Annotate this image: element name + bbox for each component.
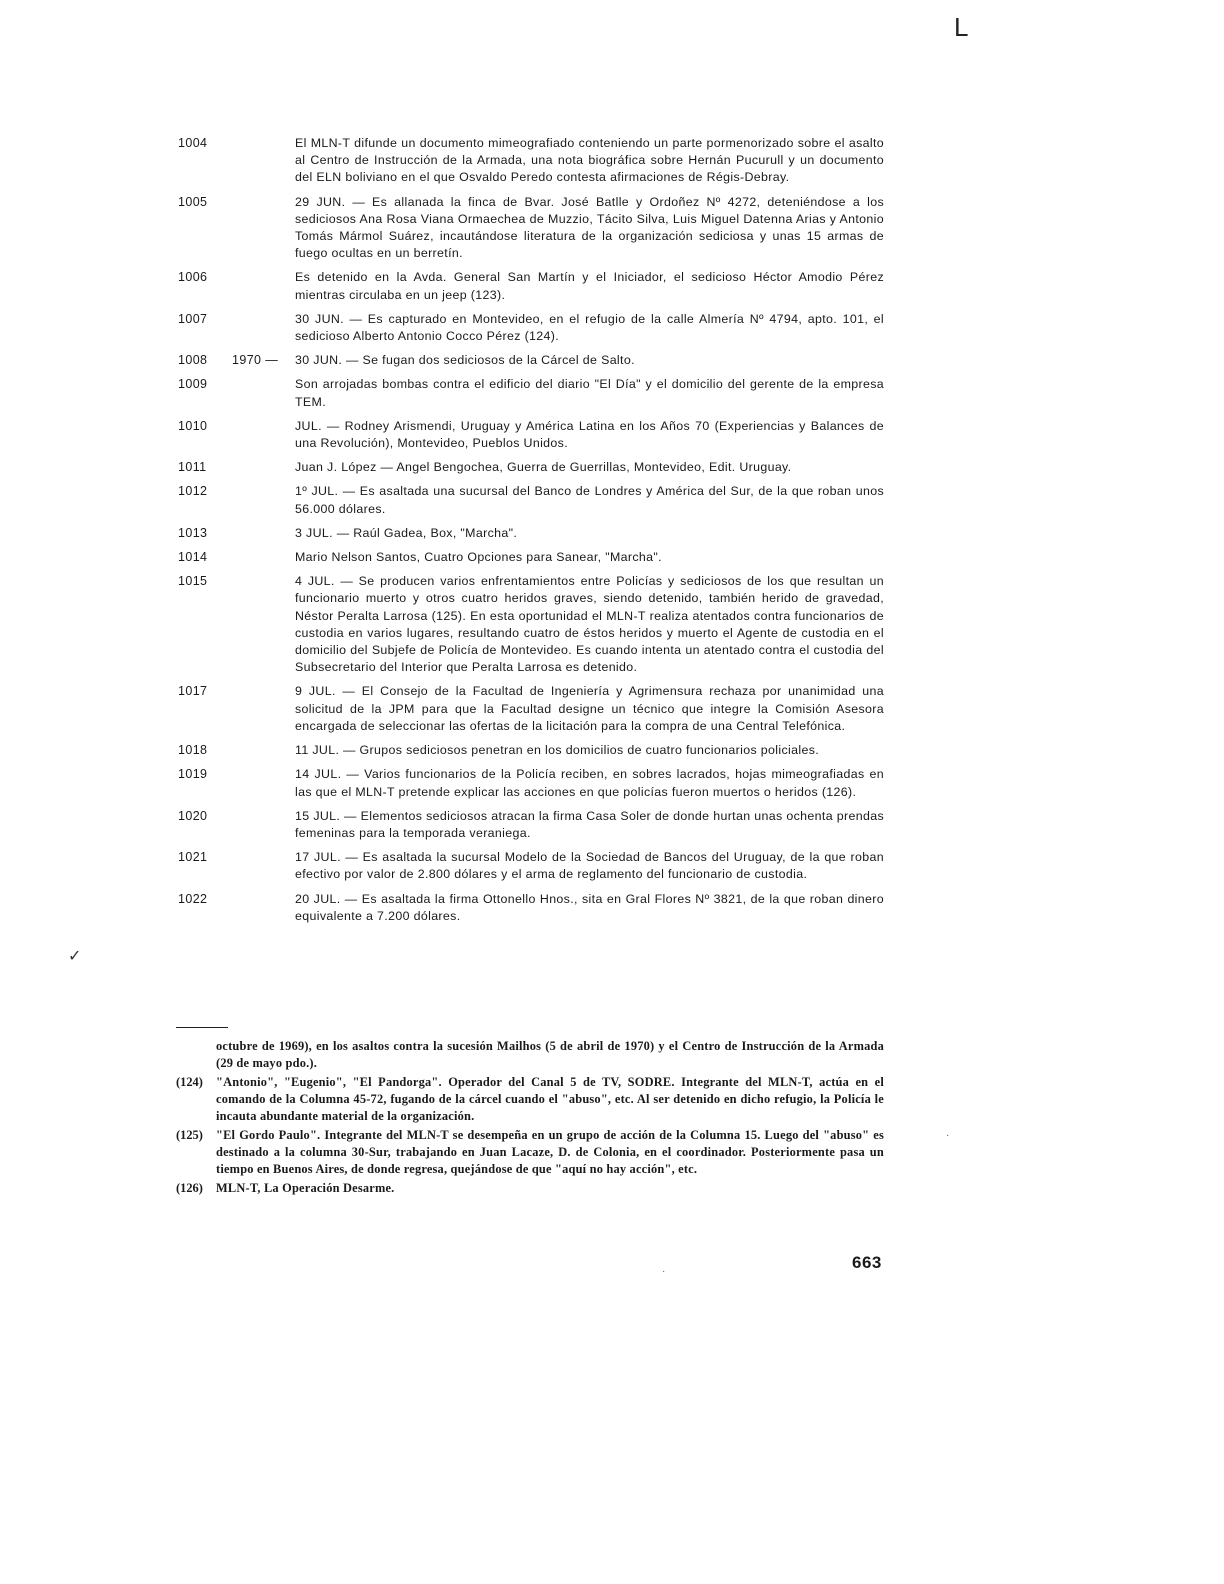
entry — [0, 418, 1224, 452]
stray-ink-mark: ✓ — [68, 948, 82, 965]
page-number: 663 — [852, 1253, 882, 1272]
entry-number: 1017 — [178, 684, 208, 699]
handwritten-corner-mark: L — [954, 12, 969, 42]
footnote-mark: (124) — [176, 1075, 203, 1089]
entry — [0, 483, 1224, 517]
entry-text: El MLN-T difunde un documento mimeografiado conteniendo un parte pormenorizado sobre el asalto al Centro de Instrucción de la Armada, una nota biográfica sobre Hernán Pucurull y un documento del ELN boliviano en el que Osvaldo Peredo contesta afirmaciones de Régis-Debray. — [295, 136, 884, 185]
footnote — [176, 1038, 884, 1072]
entry — [0, 311, 1224, 345]
entry-text: Mario Nelson Santos, Cuatro Opciones para Sanear, "Marcha". — [295, 550, 662, 565]
entry-text: Es detenido en la Avda. General San Martín y el Iniciador, el sedicioso Héctor Amodio Pérez mientras circulaba en un jeep (123). — [295, 270, 884, 302]
entry — [0, 742, 1224, 759]
footnotes — [176, 1038, 884, 1199]
entry-year: 1970 — — [232, 353, 279, 368]
entry — [0, 194, 1224, 263]
entry-text: 9 JUL. — El Consejo de la Facultad de Ingeniería y Agrimensura rechaza por unanimidad una solicitud de la JPM para que la Facultad designe un técnico que integre la Comisión Asesora encargada de seleccionar las ofertas de la licitación para la compra de una Central Telefónica. — [295, 684, 884, 733]
entry-number: 1019 — [178, 767, 208, 782]
entry-number: 1018 — [178, 743, 208, 758]
entry-text: 30 JUN. — Es capturado en Montevideo, en el refugio de la calle Almería Nº 4794, apto. 101, el sedicioso Alberto Antonio Cocco Pérez (124). — [295, 311, 884, 344]
entry-text: JUL. — Rodney Arismendi, Uruguay y América Latina en los Años 70 (Experiencias y Balances de una Revolución), Montevideo, Pueblos Unidos. — [295, 418, 884, 451]
entry-text: 30 JUN. — Se fugan dos sediciosos de la Cárcel de Salto. — [295, 353, 635, 368]
entry — [0, 808, 1224, 842]
entry — [0, 849, 1224, 883]
entry — [0, 525, 1224, 542]
footnote-text: "Antonio", "Eugenio", "El Pandorga". Operador del Canal 5 de TV, SODRE. Integrante del MLN-T, actúa en el comando de la Columna 45-72, fugando de la cárcel cuando el "abuso", etc. Al ser detenido en dicho refugio, la Policía le incauta abundante material de la organización. — [216, 1075, 884, 1123]
entry — [0, 459, 1224, 476]
entry — [0, 135, 1224, 187]
footnote — [176, 1074, 884, 1125]
entry-number: 1015 — [178, 574, 208, 589]
entry-text: Juan J. López — Angel Bengochea, Guerra de Guerrillas, Montevideo, Edit. Uruguay. — [295, 460, 792, 475]
entry-number: 1009 — [178, 377, 208, 392]
entry-text: 3 JUL. — Raúl Gadea, Box, "Marcha". — [295, 525, 518, 540]
entry — [0, 891, 1224, 925]
entry-number: 1010 — [178, 418, 208, 433]
entry — [0, 573, 1224, 676]
entry-number: 1005 — [178, 194, 208, 209]
entry-number: 1021 — [178, 850, 208, 865]
entry — [0, 376, 1224, 410]
entry-number: 1004 — [178, 136, 208, 150]
chronology-entries — [0, 135, 1224, 932]
footnote-mark: (126) — [176, 1181, 203, 1195]
entry-text: 4 JUL. — Se producen varios enfrentamientos entre Policías y sediciosos de los que resultan un funcionario muerto y otros cuatro heridos graves, siendo detenido, también herido de gravedad, Néstor Peralta Larrosa (125). En esta oportunidad el MLN-T realiza atentados contra funcionarios de custodia en varios lugares, resultando cuatro de éstos heridos y muerto el Agente de custodia en el domicilio del Subjefe de Policía de Montevideo. Es cuando intenta un atentado contra el custodia del Subsecretario del Interior que Peralta Larrosa es detenido. — [295, 574, 884, 675]
footnote-mark: (125) — [176, 1128, 203, 1142]
entry — [0, 683, 1224, 735]
entry-number: 1014 — [178, 550, 208, 565]
footnote-text: octubre de 1969), en los asaltos contra la sucesión Mailhos (5 de abril de 1970) y el Centro de Instrucción de la Armada (29 de mayo pdo.). — [216, 1039, 884, 1070]
entry-number: 1011 — [178, 460, 207, 475]
footnote — [176, 1127, 884, 1178]
entry-number: 1012 — [178, 484, 208, 499]
entry — [0, 269, 1224, 303]
entry — [0, 352, 1224, 369]
footnote-text: MLN-T, La Operación Desarme. — [216, 1181, 395, 1195]
entry-text: 11 JUL. — Grupos sediciosos penetran en los domicilios de cuatro funcionarios policiales. — [295, 743, 820, 758]
entry-number: 1007 — [178, 311, 208, 326]
entry-text: 14 JUL. — Varios funcionarios de la Policía reciben, en sobres lacrados, hojas mimeografiadas en las que el MLN-T pretende explicar las acciones en que policías fueron muertos o heridos (126). — [295, 767, 884, 799]
entry-text: 1º JUL. — Es asaltada una sucursal del Banco de Londres y América del Sur, de la que roban unos 56.000 dólares. — [295, 484, 884, 516]
entry-text: 17 JUL. — Es asaltada la sucursal Modelo de la Sociedad de Bancos del Uruguay, de la que roban efectivo por valor de 2.800 dólares y el arma de reglamento del funcionario de custodia. — [295, 850, 884, 882]
entry-number: 1008 — [178, 353, 208, 368]
entry — [0, 766, 1224, 800]
footnote-divider — [176, 1027, 228, 1028]
entry — [0, 549, 1224, 566]
stray-dot: · — [946, 1130, 950, 1141]
entry-text: 15 JUL. — Elementos sediciosos atracan la firma Casa Soler de donde hurtan unas ochenta prendas femeninas para la temporada veraniega. — [295, 808, 884, 840]
entry-number: 1013 — [178, 525, 208, 540]
entry-text: Son arrojadas bombas contra el edificio del diario "El Día" y el domicilio del gerente de la empresa TEM. — [295, 377, 884, 409]
stray-dot: · — [662, 1266, 666, 1277]
footnote-text: "El Gordo Paulo". Integrante del MLN-T se desempeña en un grupo de acción de la Columna 15. Luego del "abuso" es destinado a la columna 30-Sur, trabajando en Juan Lacaze, D. de Colonia, en el coordinador. Posteriormente pasa un tiempo en Buenos Aires, de donde regresa, quejándose de que "aquí no hay acción", etc. — [216, 1128, 884, 1176]
entry-text: 20 JUL. — Es asaltada la firma Ottonello Hnos., sita en Gral Flores Nº 3821, de la que roban dinero equivalente a 7.200 dólares. — [295, 891, 884, 923]
footnote — [176, 1180, 884, 1197]
entry-number: 1020 — [178, 808, 208, 823]
entry-number: 1006 — [178, 270, 208, 285]
entry-number: 1022 — [178, 891, 208, 906]
entry-text: 29 JUN. — Es allanada la finca de Bvar. José Batlle y Ordoñez Nº 4272, deteniéndose a los sediciosos Ana Rosa Viana Ormaechea de Muzzio, Tácito Silva, Luis Miguel Datenna Arias y Antonio Tomás Mármol Suárez, incautándose literatura de la organización sediciosa y unas 15 armas de fuego ocultas en un berretín. — [295, 194, 884, 261]
